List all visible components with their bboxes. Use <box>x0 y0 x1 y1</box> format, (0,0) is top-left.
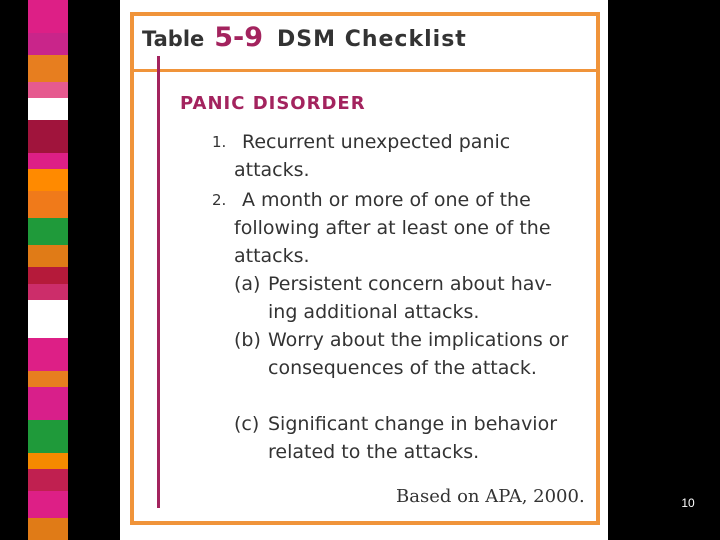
subitem-letter: (a) <box>234 273 261 295</box>
stripe-band <box>28 518 68 540</box>
stripe-band <box>28 169 68 191</box>
stripe-band <box>28 284 68 300</box>
stripe-band <box>28 82 68 98</box>
subitem-text: Persistent concern about hav-ing additional attacks. <box>268 273 552 323</box>
stripe-band <box>28 153 68 169</box>
stripe-band <box>28 0 68 33</box>
vertical-accent-rule <box>157 56 160 508</box>
stripe-band <box>28 98 68 120</box>
stripe-band <box>28 245 68 267</box>
stripe-band <box>28 191 68 218</box>
subitem-letter: (c) <box>234 413 260 435</box>
stripe-band <box>28 491 68 518</box>
item-number: 1. <box>212 133 227 151</box>
subitem-text: Significant change in behavior related to the attacks. <box>268 413 558 463</box>
subitem-text: Worry about the implications or consequences of the attack. <box>268 329 569 379</box>
stripe-band <box>28 420 68 453</box>
stripe-band <box>28 453 68 469</box>
section-heading: PANIC DISORDER <box>180 93 366 114</box>
table-title <box>142 22 467 66</box>
stripe-band <box>28 33 68 55</box>
stripe-band <box>28 371 68 387</box>
stripe-band <box>28 267 68 283</box>
title-number: 5-9 <box>214 22 264 53</box>
slide-page-number: 10 <box>681 496 695 510</box>
item-text: A month or more of one of the following after at least one of the attacks. <box>234 189 551 267</box>
item-text: Recurrent unexpected panic attacks. <box>234 131 511 181</box>
stripe-band <box>28 120 68 153</box>
title-word: Table <box>142 27 205 51</box>
table-panel <box>120 0 608 540</box>
stripe-band <box>28 300 68 338</box>
stripe-band <box>28 55 68 82</box>
stripe-band <box>28 469 68 491</box>
source-citation: Based on APA, 2000. <box>396 486 585 507</box>
subitem-letter: (b) <box>234 329 261 351</box>
stripe-band <box>28 218 68 245</box>
title-name: DSM Checklist <box>277 27 467 52</box>
item-number: 2. <box>212 191 227 209</box>
title-divider <box>130 69 600 72</box>
decorative-color-stripe <box>28 0 68 540</box>
stripe-band <box>28 338 68 371</box>
stripe-band <box>28 387 68 420</box>
